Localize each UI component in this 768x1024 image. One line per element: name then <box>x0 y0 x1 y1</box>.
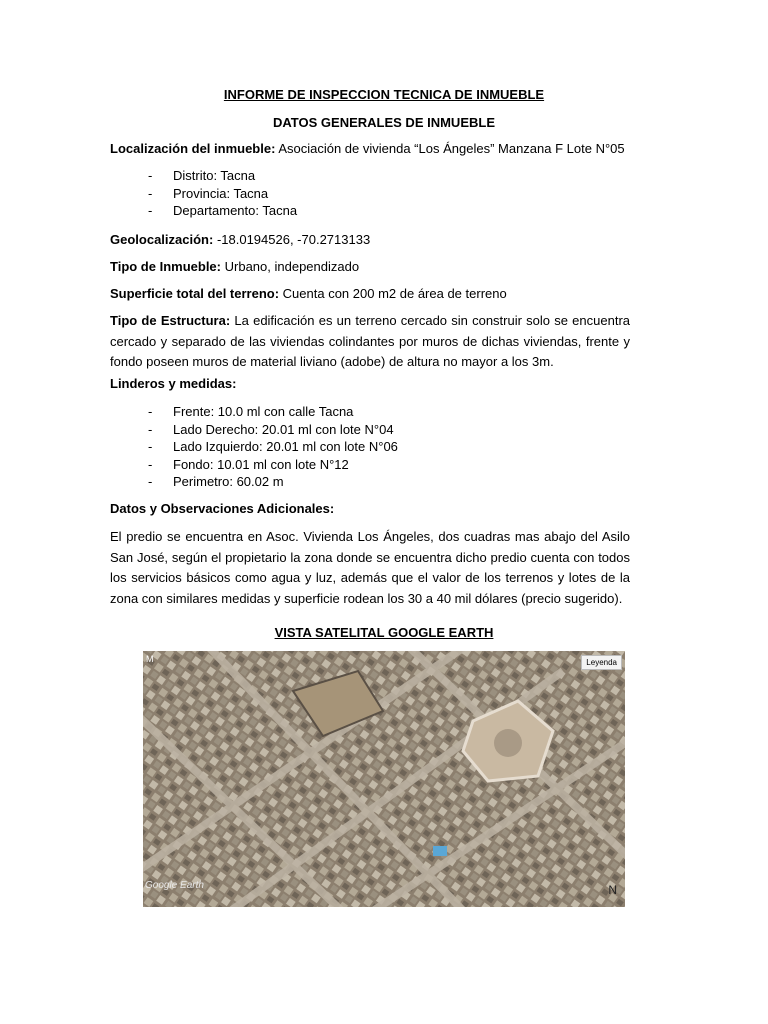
list-item: - Lado Izquierdo: 20.01 ml con lote N°06 <box>148 439 398 454</box>
observaciones-paragraph: El predio se encuentra en Asoc. Vivienda Los Ángeles, dos cuadras mas abajo del Asilo San José, según el propietario la zona donde se encuentra dicho predio cuenta con todos los servicios básicos como agua y luz, además que el valor de los terrenos y lotes de la zona con similares medidas y superficie rodean los 30 a 40 mil dólares (precio sugerido). <box>110 529 630 606</box>
compass-icon[interactable]: N <box>608 883 617 897</box>
tipo-inmueble-value: Urbano, independizado <box>224 259 360 274</box>
list-item: - Lado Derecho: 20.01 ml con lote N°04 <box>148 421 394 437</box>
section-title: DATOS GENERALES DE INMUEBLE <box>273 115 495 130</box>
list-item: - Departamento: Tacna <box>148 203 298 218</box>
location-label: Localización del inmueble: <box>110 141 276 156</box>
estructura-label: Tipo de Estructura: <box>110 313 231 328</box>
satellite-title: VISTA SATELITAL GOOGLE EARTH <box>274 625 494 640</box>
list-item: - Frente: 10.0 ml con calle Tacna <box>148 404 354 419</box>
estructura-paragraph <box>110 311 630 373</box>
location-list <box>148 167 548 220</box>
location-value: Asociación de vivienda “Los Ángeles” Manzana F Lote N°05 <box>278 141 625 156</box>
tipo-inmueble-line <box>110 258 630 276</box>
list-item: - Distrito: Tacna <box>148 168 256 183</box>
geo-value: -18.0194526, -70.2713133 <box>216 232 371 247</box>
tipo-inmueble-label: Tipo de Inmueble: <box>110 259 221 274</box>
location-line <box>110 140 630 158</box>
superficie-label: Superficie total del terreno: <box>110 286 280 301</box>
satellite-map-graphic <box>143 651 625 907</box>
superficie-line <box>110 285 630 303</box>
geo-label: Geolocalización: <box>110 232 214 247</box>
geo-line <box>110 231 630 249</box>
list-item: - Fondo: 10.01 ml con lote N°12 <box>148 456 349 472</box>
map-corner-label: M <box>146 654 154 664</box>
list-item: - Perimetro: 60.02 m <box>148 474 284 489</box>
superficie-value: Cuenta con 200 m2 de área de terreno <box>282 286 507 301</box>
list-item: - Provincia: Tacna <box>148 185 269 201</box>
linderos-label: Linderos y medidas: <box>110 376 237 391</box>
satellite-image <box>143 651 625 907</box>
estructura-text: La edificación es un terreno cercado sin construir solo se encuentra cercado y separado de las viviendas colindantes por muros de dichas viviendas, frente y fondo poseen muros de material liviano (adobe) de altura no mayor a los 3m. <box>110 313 630 369</box>
google-earth-logo: Google Earth <box>145 880 204 891</box>
map-legend[interactable]: Leyenda <box>581 655 622 670</box>
document-title: INFORME DE INSPECCION TECNICA DE INMUEBLE <box>223 87 545 102</box>
linderos-list <box>148 403 548 491</box>
observaciones-label: Datos y Observaciones Adicionales: <box>110 501 335 516</box>
